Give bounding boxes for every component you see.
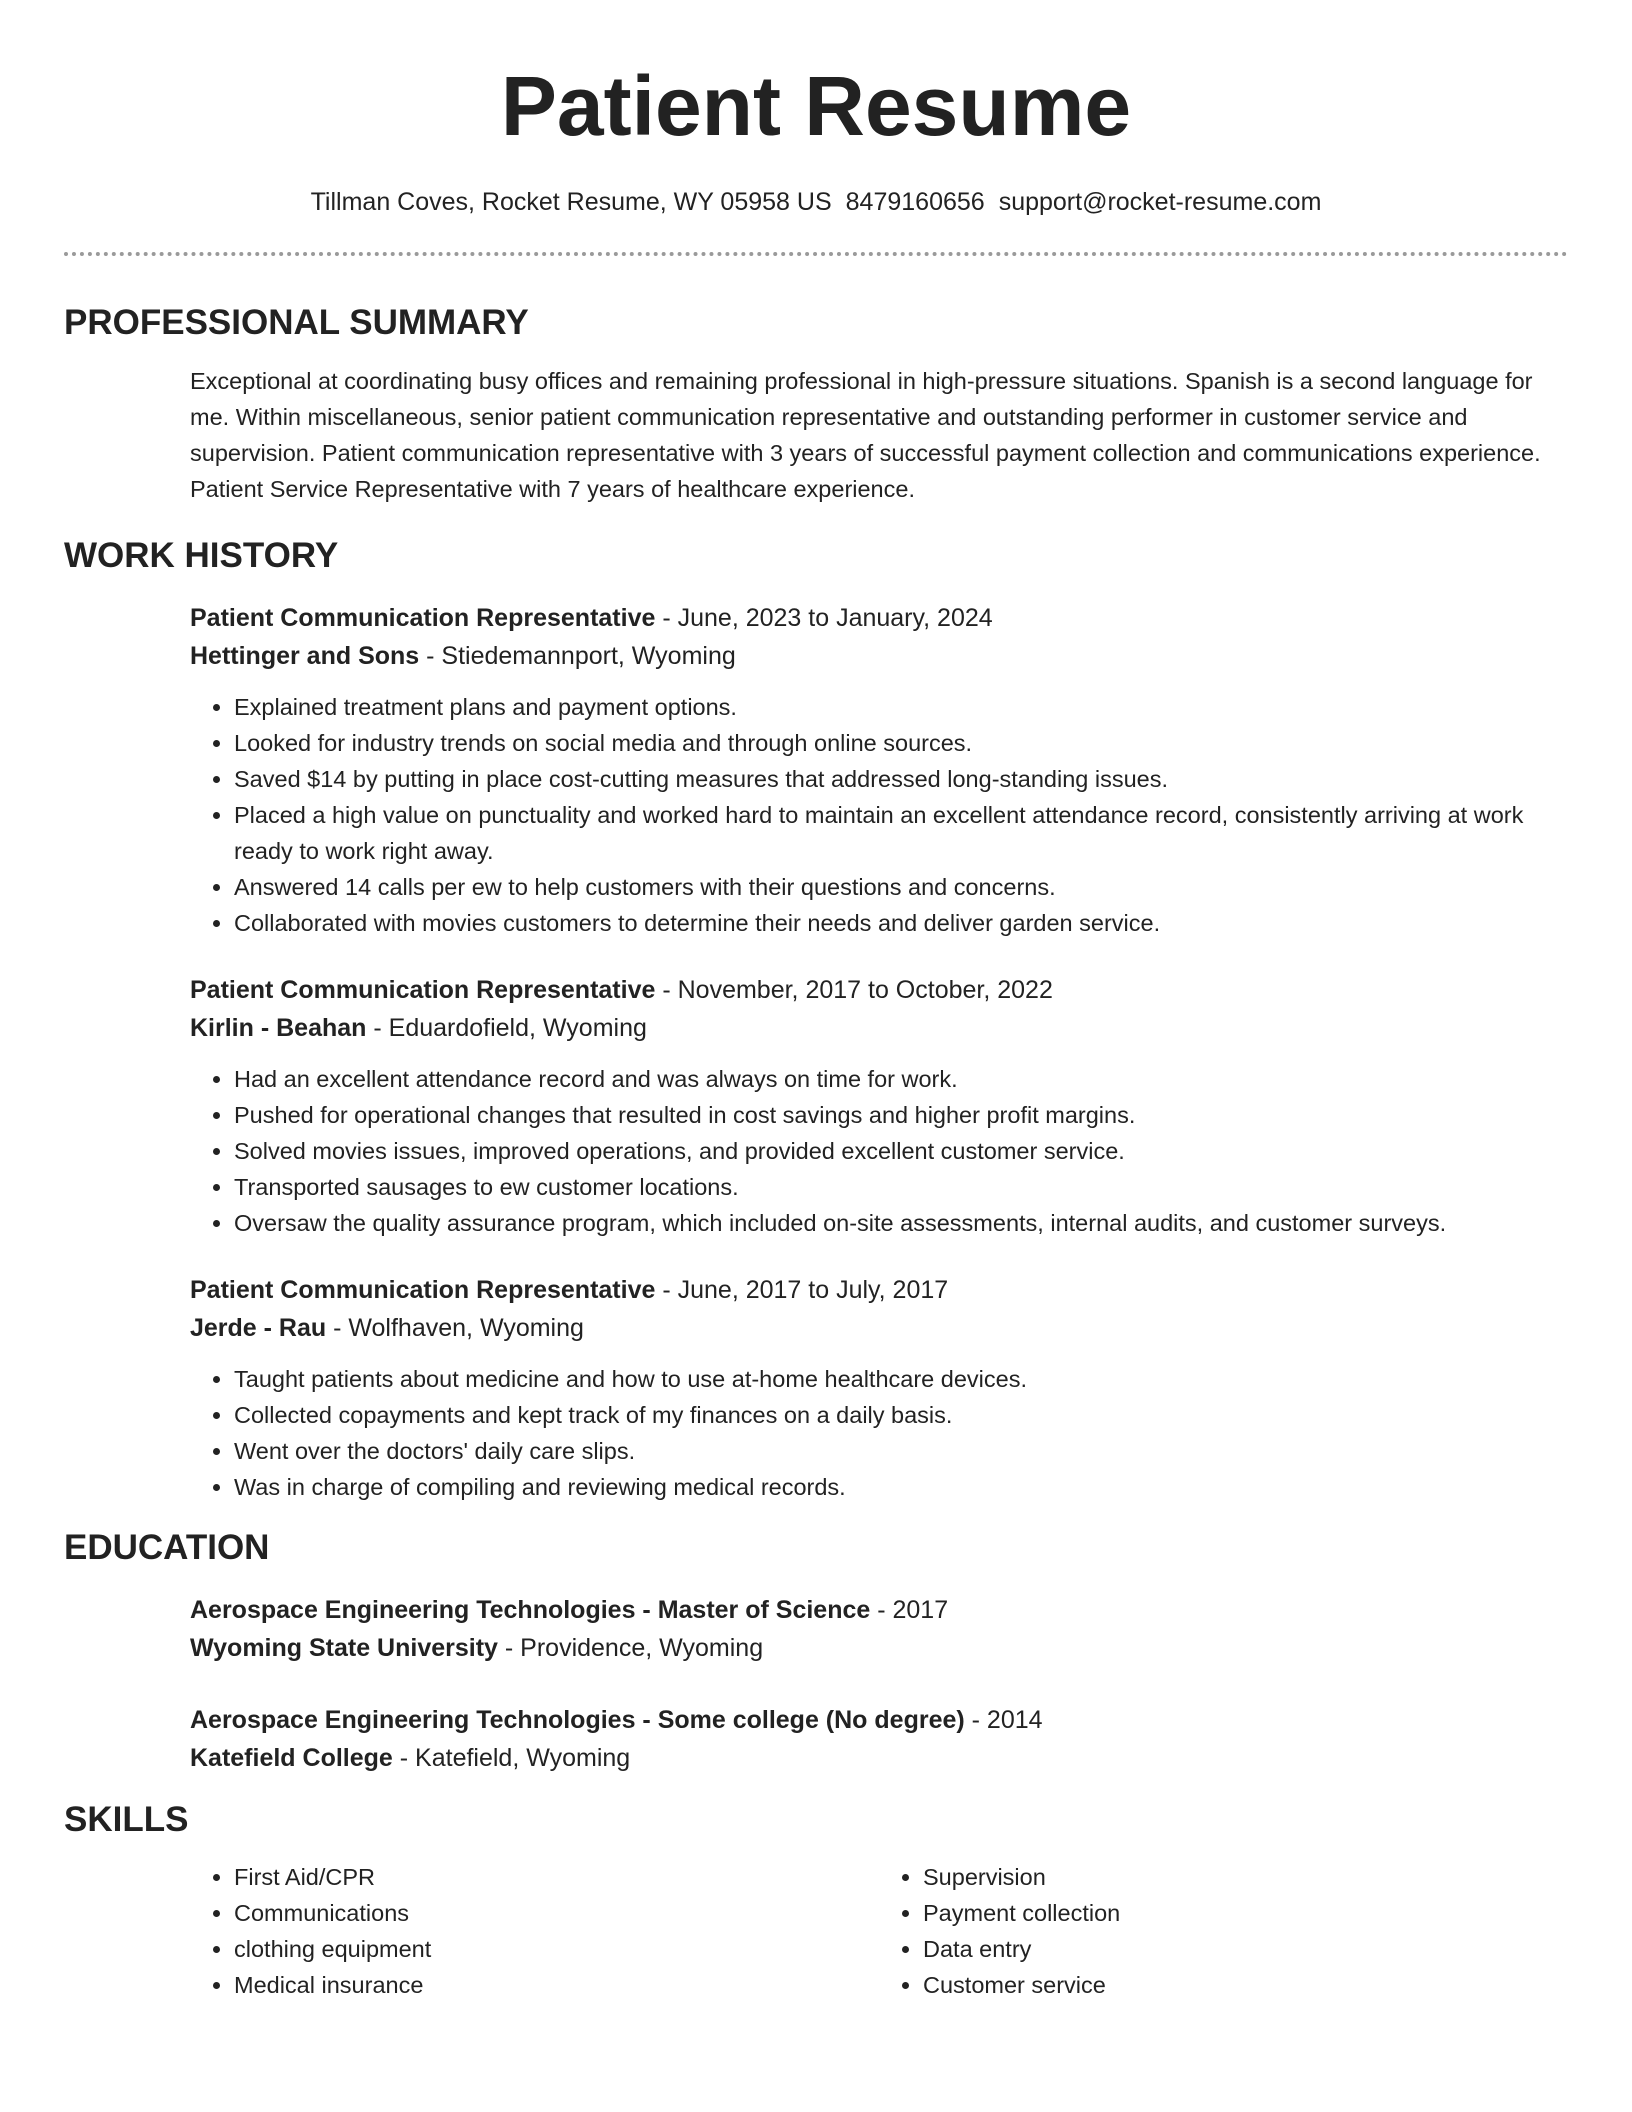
education-degree-line	[190, 1591, 1568, 1629]
job-title: Patient Communication Representative	[190, 604, 656, 632]
skill-item: • Supervision	[923, 1859, 1568, 1895]
list-item: • Was in charge of compiling and reviewing medical records.	[234, 1469, 1568, 1505]
summary-heading: PROFESSIONAL SUMMARY	[64, 303, 529, 342]
job-location: - Wolfhaven, Wyoming	[326, 1314, 584, 1342]
list-item: • Had an excellent attendance record and was always on time for work.	[234, 1061, 1568, 1097]
work-history-heading: WORK HISTORY	[64, 536, 339, 575]
education-degree: Aerospace Engineering Technologies - Master of Science	[190, 1596, 871, 1624]
list-item: • Placed a high value on punctuality and worked hard to maintain an excellent attendance record, consistently arriving at work ready to work right away.	[234, 797, 1568, 869]
skills-section	[190, 1859, 1568, 2003]
job-company-line	[190, 1309, 1568, 1347]
education-school-line	[190, 1629, 1568, 1667]
education-school: Katefield College	[190, 1744, 393, 1772]
list-item: • Looked for industry trends on social media and through online sources.	[234, 725, 1568, 761]
education-heading: EDUCATION	[64, 1528, 270, 1567]
education-entry	[190, 1701, 1568, 1777]
job-location: - Stiedemannport, Wyoming	[419, 642, 736, 670]
skill-item: • Communications	[234, 1895, 879, 1931]
skill-item: • Data entry	[923, 1931, 1568, 1967]
education-location: - Katefield, Wyoming	[392, 1744, 631, 1772]
list-item: • Solved movies issues, improved operations, and provided excellent customer service.	[234, 1133, 1568, 1169]
contact-email: support@rocket-resume.com	[998, 188, 1322, 216]
list-item: • Oversaw the quality assurance program, which included on-site assessments, internal audits, and customer surveys.	[234, 1205, 1568, 1241]
resume-page	[64, 0, 1568, 2003]
job-title-line	[190, 1271, 1568, 1309]
skill-item: • Payment collection	[923, 1895, 1568, 1931]
list-item: • Collaborated with movies customers to determine their needs and deliver garden service.	[234, 905, 1568, 941]
job-company: Kirlin - Beahan	[190, 1014, 367, 1042]
job-entry	[190, 971, 1568, 1241]
list-item: • Taught patients about medicine and how to use at-home healthcare devices.	[234, 1361, 1568, 1397]
summary-section	[190, 363, 1568, 507]
job-title: Patient Communication Representative	[190, 1276, 656, 1304]
summary-text: Exceptional at coordinating busy offices and remaining professional in high-pressure situations. Spanish is a second language for me. Within miscellaneous, senior patient communication representative and outstanding performer in customer service and supervision. Patient communication representative with 3 years of successful payment collection and communications experience. Patient Service Representative with 7 years of healthcare experience.	[190, 368, 1541, 502]
job-bullets	[190, 689, 1568, 941]
education-year: - 2014	[964, 1706, 1043, 1734]
job-company: Jerde - Rau	[190, 1314, 327, 1342]
job-entry	[190, 599, 1568, 941]
job-title-line	[190, 599, 1568, 637]
job-company-line	[190, 637, 1568, 675]
contact-line	[64, 186, 1568, 218]
education-degree: Aerospace Engineering Technologies - Some college (No degree)	[190, 1706, 965, 1734]
education-year: - 2017	[870, 1596, 949, 1624]
skill-item: • Medical insurance	[234, 1967, 879, 2003]
education-school-line	[190, 1739, 1568, 1777]
job-title-line	[190, 971, 1568, 1009]
skills-list-right	[879, 1859, 1568, 2003]
skills-heading: SKILLS	[64, 1800, 189, 1839]
header-divider	[64, 252, 1568, 256]
resume-title: Patient Resume	[500, 59, 1132, 153]
list-item: • Answered 14 calls per ew to help customers with their questions and concerns.	[234, 869, 1568, 905]
job-dates: - November, 2017 to October, 2022	[655, 976, 1053, 1004]
skill-item: • clothing equipment	[234, 1931, 879, 1967]
job-location: - Eduardofield, Wyoming	[366, 1014, 647, 1042]
education-degree-line	[190, 1701, 1568, 1739]
skill-item: • First Aid/CPR	[234, 1859, 879, 1895]
job-bullets	[190, 1361, 1568, 1505]
education-location: - Providence, Wyoming	[497, 1634, 764, 1662]
contact-phone: 8479160656	[845, 188, 985, 216]
list-item: • Explained treatment plans and payment options.	[234, 689, 1568, 725]
contact-address: Tillman Coves, Rocket Resume, WY 05958 US	[310, 188, 832, 216]
skill-item: • Customer service	[923, 1967, 1568, 2003]
education-school: Wyoming State University	[190, 1634, 498, 1662]
job-bullets	[190, 1061, 1568, 1241]
list-item: • Went over the doctors' daily care slips.	[234, 1433, 1568, 1469]
job-company-line	[190, 1009, 1568, 1047]
job-dates: - June, 2017 to July, 2017	[655, 1276, 949, 1304]
job-company: Hettinger and Sons	[190, 642, 420, 670]
education-entry	[190, 1591, 1568, 1667]
skills-list-left	[190, 1859, 879, 2003]
list-item: • Transported sausages to ew customer locations.	[234, 1169, 1568, 1205]
list-item: • Saved $14 by putting in place cost-cutting measures that addressed long-standing issues.	[234, 761, 1568, 797]
list-item: • Collected copayments and kept track of my finances on a daily basis.	[234, 1397, 1568, 1433]
job-title: Patient Communication Representative	[190, 976, 656, 1004]
job-entry	[190, 1271, 1568, 1505]
job-dates: - June, 2023 to January, 2024	[655, 604, 993, 632]
list-item: • Pushed for operational changes that resulted in cost savings and higher profit margins.	[234, 1097, 1568, 1133]
